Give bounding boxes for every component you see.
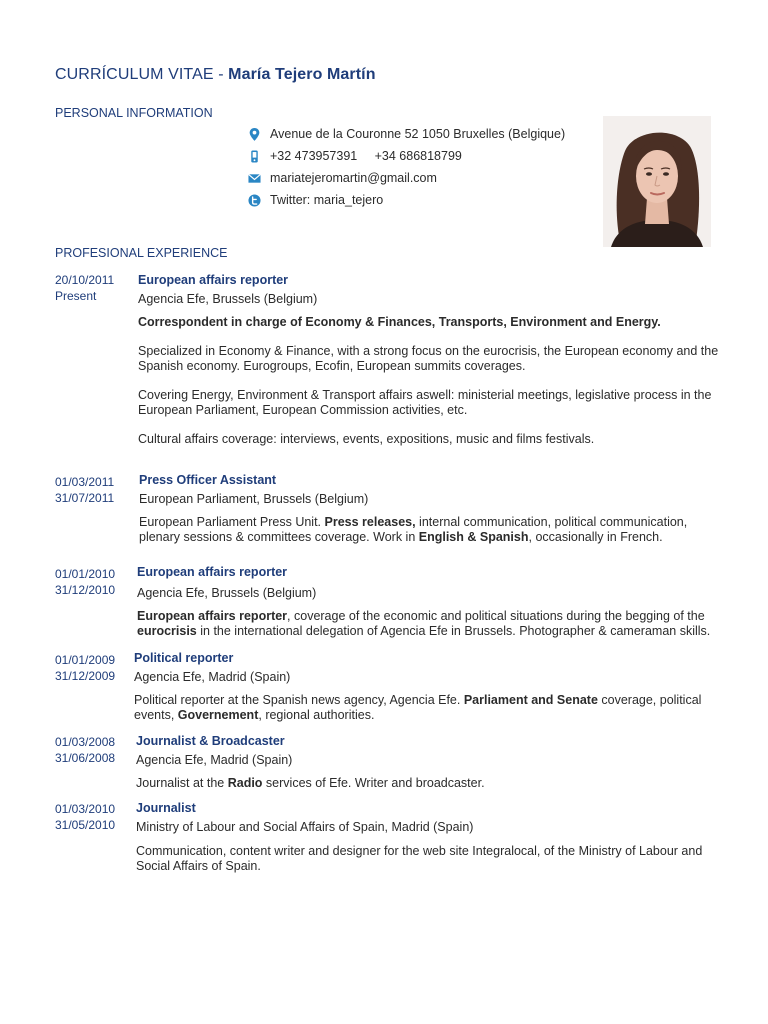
entry-paragraph: Political reporter at the Spanish news agency, Agencia Efe. Parliament and Senate coverage, political events, Governement, regional authorities. (134, 693, 702, 722)
contact-address (248, 127, 565, 141)
date-start: 01/01/2009 (55, 653, 116, 667)
entry-summary: Correspondent in charge of Economy & Finances, Transports, Environment and Energy. (138, 315, 661, 329)
twitter-icon (248, 194, 261, 207)
entry-paragraph: Cultural affairs coverage: interviews, events, expositions, music and films festivals. (138, 432, 595, 446)
location-pin-icon (248, 128, 261, 141)
entry-role: European affairs reporter (137, 565, 288, 579)
date-end: 31/05/2010 (55, 818, 116, 832)
contact-email (248, 171, 437, 185)
cv-title-prefix: CURRÍCULUM VITAE - (55, 66, 224, 83)
profile-photo (603, 116, 711, 247)
date-end: 31/12/2009 (55, 669, 116, 683)
twitter-text[interactable]: Twitter: maria_tejero (270, 193, 384, 207)
entry-dates (55, 801, 135, 833)
contact-twitter (248, 193, 383, 207)
email-icon (248, 172, 261, 185)
entry-body (139, 472, 729, 545)
address-text: Avenue de la Couronne 52 1050 Bruxelles (Belgique) (270, 127, 566, 141)
entry-paragraph: Covering Energy, Environment & Transport affairs aswell: ministerial meetings, legislative process in the European Parliament, European Commission activities, etc. (138, 388, 712, 417)
entry-role: European affairs reporter (138, 273, 289, 287)
date-end: 31/07/2011 (55, 491, 115, 505)
phones-text: +32 473957391 +34 686818799 (270, 149, 462, 163)
date-start: 01/01/2010 (55, 567, 116, 581)
date-end: 31/12/2010 (55, 583, 116, 597)
date-start: 20/10/2011 (55, 273, 115, 287)
email-text[interactable]: mariatejeromartin@gmail.com (270, 171, 437, 185)
entry-body (134, 650, 734, 723)
date-start: 01/03/2010 (55, 802, 116, 816)
professional-experience-heading: PROFESIONAL EXPERIENCE (55, 246, 228, 260)
entry-role: Journalist (136, 801, 196, 815)
entry-organization: Agencia Efe, Madrid (Spain) (136, 753, 293, 767)
entry-organization: Ministry of Labour and Social Affairs of Spain, Madrid (Spain) (136, 820, 474, 834)
phone-icon (248, 150, 261, 163)
entry-role: Press Officer Assistant (139, 473, 277, 487)
entry-dates (55, 272, 135, 304)
cv-owner-name: María Tejero Martín (228, 66, 376, 83)
cv-title (55, 66, 376, 84)
entry-organization: Agencia Efe, Brussels (Belgium) (138, 292, 318, 306)
date-start: 01/03/2011 (55, 475, 115, 489)
entry-organization: European Parliament, Brussels (Belgium) (139, 492, 369, 506)
entry-role: Journalist & Broadcaster (136, 734, 285, 748)
date-end: Present (55, 289, 97, 303)
date-start: 01/03/2008 (55, 735, 116, 749)
entry-role: Political reporter (134, 651, 234, 665)
entry-paragraph: European affairs reporter, coverage of the economic and political situations during the begging of the eurocrisis in the international delegation of Agencia Efe in Brussels. Photographer & cameraman skills. (137, 609, 711, 638)
entry-organization: Agencia Efe, Brussels (Belgium) (137, 586, 317, 600)
date-end: 31/06/2008 (55, 751, 116, 765)
personal-information-heading: PERSONAL INFORMATION (55, 106, 213, 120)
entry-paragraph: Journalist at the Radio services of Efe. Writer and broadcaster. (136, 776, 485, 790)
entry-dates (55, 734, 135, 766)
entry-dates (55, 474, 135, 506)
entry-body (136, 800, 731, 874)
entry-body (138, 272, 723, 447)
entry-organization: Agencia Efe, Madrid (Spain) (134, 670, 291, 684)
entry-dates (55, 652, 135, 684)
entry-paragraph: Specialized in Economy & Finance, with a strong focus on the eurocrisis, the European economy and the Spanish economy. Eurogroups, Ecofin, European summits coverages. (138, 344, 719, 373)
entry-body (136, 733, 736, 791)
contact-phones (248, 149, 462, 163)
entry-paragraph: Communication, content writer and designer for the web site Integralocal, of the Ministry of Labour and Social Affairs of Spain. (136, 844, 703, 873)
entry-dates (55, 566, 135, 598)
entry-paragraph: European Parliament Press Unit. Press releases, internal communication, political communication, plenary sessions & committees coverage. Work in English & Spanish, occasionally in French. (139, 515, 688, 544)
entry-body (137, 564, 722, 639)
